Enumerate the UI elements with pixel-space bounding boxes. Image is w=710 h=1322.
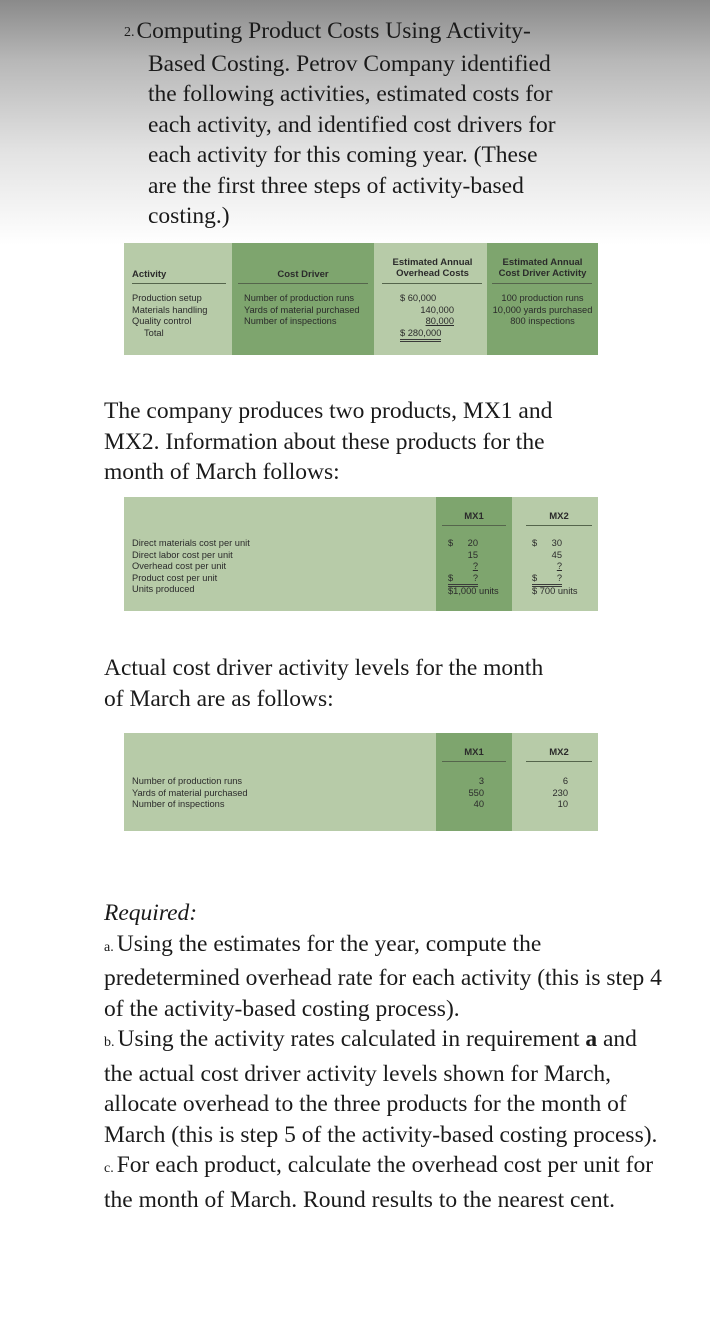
table1-row1-level: 100 production runs [501, 293, 584, 303]
table2-mx1-pc: $ ? [448, 573, 478, 588]
table2-mx2-oh: ? [556, 561, 562, 572]
table1-row2-activity: Materials handling [132, 304, 208, 315]
problem-line-7: costing.) [148, 203, 230, 229]
table2-label-dl: Direct labor cost per unit [132, 549, 233, 560]
table3-label-inspections: Number of inspections [132, 799, 225, 810]
problem-line-2: Based Costing. Petrov Company identified [148, 50, 551, 77]
problem-statement [124, 16, 684, 232]
table3-mx1-runs: 3 [478, 776, 484, 786]
required-section [104, 898, 664, 1215]
requirement-c: c. For each product, calculate the overhead cost per unit for the month of March. Round results to the nearest cent. [104, 1152, 654, 1213]
table3-header-rule-1 [442, 761, 506, 762]
requirement-a: a. Using the estimates for the year, compute the predetermined overhead rate for each activity (this is step 4 of the activity-based costing process). [104, 930, 662, 1022]
table1-total-label: Total [144, 327, 164, 338]
actual-activity-paragraph: Actual cost driver activity levels for the month of March are as follows: [104, 655, 544, 712]
actual-activity-table [124, 733, 598, 831]
table2-mx1-units: $1,000 units [448, 586, 499, 596]
table1-row2-driver: Yards of material purchased [244, 304, 360, 315]
requirement-b: b. Using the activity rates calculated in requirement a and the actual cost driver activity levels shown for March, allocate overhead to the three products for the month of March (this is step 5 of the activity-based costing process). [104, 1026, 658, 1148]
table2-header-rule-2 [526, 525, 592, 526]
table1-header-overhead: Estimated Annual Overhead Costs [392, 257, 473, 279]
problem-line-1: 2.Computing Product Costs Using Activity- [124, 18, 531, 44]
table2-label-pc: Product cost per unit [132, 572, 218, 583]
table3-mx2-runs: 6 [562, 776, 568, 786]
table3-header-rule-2 [526, 761, 592, 762]
table1-header-rule-3 [382, 283, 482, 284]
table2-mx2-pc: $ ? [532, 573, 562, 588]
table3-mx2-yards: 230 [552, 787, 568, 798]
table2-mx2-units: $ 700 units [532, 586, 578, 596]
table1-row1-cost: $ 60,000 [400, 293, 437, 303]
table2-mx1-dl: 15 [467, 549, 478, 560]
table1-row2-cost: 140,000 [420, 304, 454, 315]
table1-row1-driver: Number of production runs [244, 293, 355, 303]
table1-header-rule-1 [132, 283, 226, 284]
problem-line-4: each activity, and identified cost drivers for [148, 111, 556, 138]
table2-mx2-dm: 30 [551, 538, 562, 548]
table1-header-activity: Activity [132, 269, 167, 280]
table1-total-cost: $ 280,000 [400, 328, 441, 343]
table3-header-mx2: MX2 [549, 747, 569, 758]
table1-row3-driver: Number of inspections [244, 316, 337, 327]
table1-header-rule-4 [492, 283, 592, 284]
table2-header-mx1: MX1 [464, 511, 484, 522]
table2-mx1-oh: ? [472, 561, 478, 572]
problem-line-3: the following activities, estimated costs for [148, 81, 553, 107]
table1-header-driver-activity: Estimated Annual Cost Driver Activity [498, 257, 587, 279]
table1-row2-level: 10,000 yards purchased [492, 304, 593, 315]
table1-row1-activity: Production setup [132, 293, 202, 303]
problem-number: 2. [124, 25, 135, 40]
table2-label-oh: Overhead cost per unit [132, 561, 227, 572]
table2-mx2-dl: 45 [551, 549, 562, 560]
products-intro-paragraph: The company produces two products, MX1 and MX2. Information about these products for the month of March follows: [104, 398, 553, 485]
table3-mx1-inspections: 40 [473, 799, 484, 810]
activity-cost-table [124, 243, 598, 355]
product-cost-table [124, 497, 598, 611]
table2-mx1-dm-sign: $ [448, 538, 454, 548]
table3-label-runs: Number of production runs [132, 776, 243, 786]
table1-header-cost-driver: Cost Driver [277, 269, 329, 280]
table2-header-mx2: MX2 [549, 511, 569, 522]
table3-mx2-inspections: 10 [557, 799, 568, 810]
required-title: Required: [104, 900, 198, 926]
table2-mx2-dm-sign: $ [532, 538, 538, 548]
table3-mx1-yards: 550 [468, 787, 484, 798]
table2-mx1-dm: 20 [467, 538, 478, 548]
table1-row3-cost: 80,000 [425, 316, 454, 327]
problem-line-5: each activity for this coming year. (These [148, 142, 538, 168]
table2-label-dm: Direct materials cost per unit [132, 538, 250, 548]
table3-label-yards: Yards of material purchased [132, 787, 248, 798]
table1-row3-level: 800 inspections [510, 316, 575, 327]
table1-row3-activity: Quality control [132, 316, 192, 327]
problem-line-6: are the first three steps of activity-based [148, 172, 524, 199]
table1-header-rule-2 [238, 283, 368, 284]
table2-header-rule-1 [442, 525, 506, 526]
table3-header-mx1: MX1 [464, 747, 484, 758]
table2-label-units: Units produced [132, 584, 195, 595]
